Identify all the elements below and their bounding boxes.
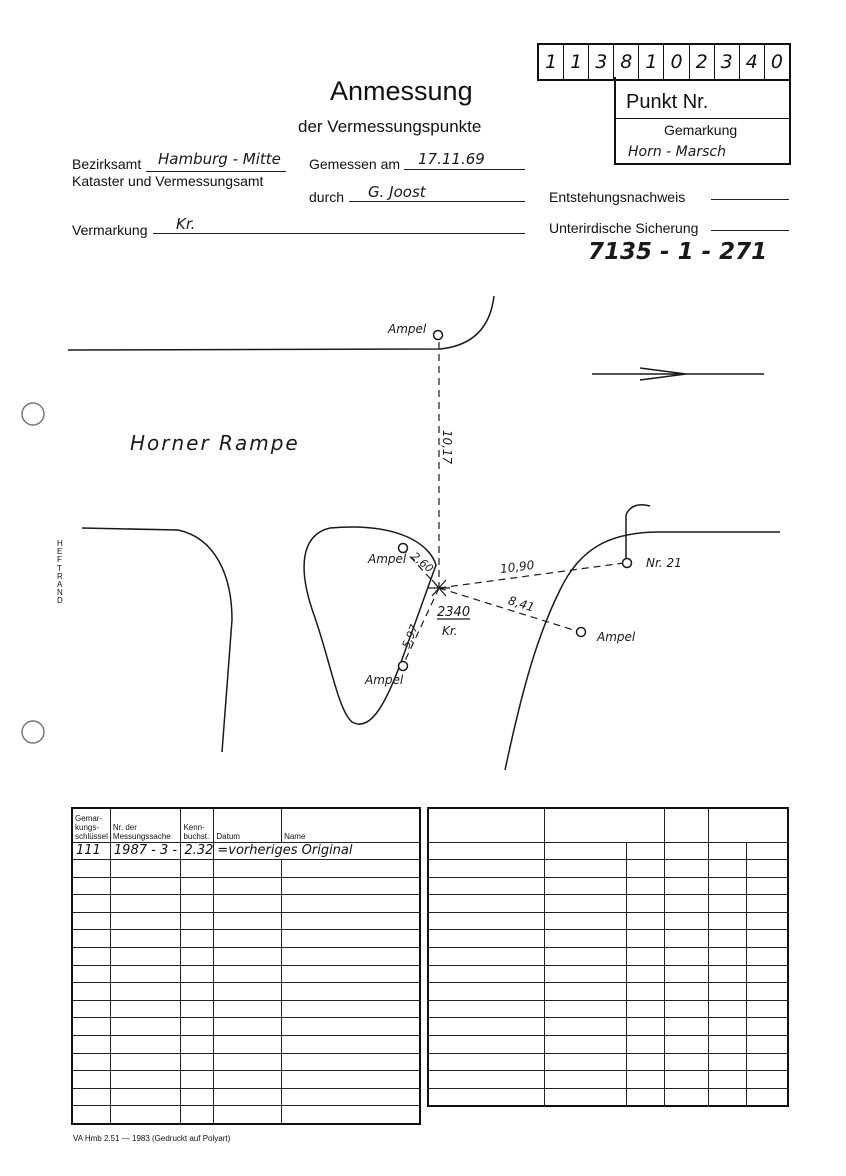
- margin-label: HEFTRAND: [57, 539, 63, 606]
- measured-label: Gemessen am: [309, 156, 401, 172]
- table-row: [72, 930, 420, 948]
- north-arrow: [592, 368, 764, 380]
- underground-value: 7135 - 1 - 271: [588, 239, 768, 265]
- table-row: [428, 1036, 788, 1054]
- table-row: [428, 1000, 788, 1018]
- table-row: [428, 860, 788, 878]
- form-subtitle: der Vermessungspunkte: [298, 117, 482, 136]
- table-row: [428, 1071, 788, 1089]
- ampel-top-symbol: [434, 331, 443, 340]
- street-edge-top: [68, 296, 494, 350]
- origin-label: Entstehungsnachweis: [549, 189, 686, 205]
- curb-left: [82, 528, 232, 752]
- cell-datum-name: =vorheriges Original: [214, 842, 420, 860]
- by-label: durch: [309, 189, 345, 205]
- point-digit: 3: [715, 45, 740, 79]
- table-row: [428, 930, 788, 948]
- table-row: [428, 965, 788, 983]
- col-header-messungssache: Nr. der Messungssache: [110, 808, 181, 842]
- table-row: [428, 895, 788, 913]
- gemarkung-value: Horn - Marsch: [628, 144, 726, 160]
- table-row: [72, 877, 420, 895]
- table-row: [428, 948, 788, 966]
- point-digit: 2: [690, 45, 715, 79]
- col-header-gemarkung: Gemar-kungs-schlüssel: [72, 808, 110, 842]
- ampel-left-label: Ampel: [368, 552, 407, 566]
- table-row: [72, 1071, 420, 1089]
- cell-messungssache: 1987 - 3 -: [110, 842, 181, 860]
- nr21-symbol: [623, 559, 632, 568]
- underground-label: Unterirdische Sicherung: [549, 220, 699, 236]
- table-row: [72, 860, 420, 878]
- ampel-top-label: Ampel: [388, 322, 427, 336]
- punch-hole: [22, 721, 44, 743]
- ampel-bottom-symbol: [399, 662, 408, 671]
- table-row: [72, 912, 420, 930]
- table-row: [428, 1018, 788, 1036]
- table-row: [428, 1088, 788, 1106]
- punch-hole: [22, 403, 44, 425]
- point-digit: 3: [589, 45, 614, 79]
- point-mark-label: Kr.: [442, 624, 458, 638]
- distance-260: 2,60: [408, 549, 436, 576]
- table-row: [72, 965, 420, 983]
- point-number-label: 2340: [437, 605, 471, 620]
- cell-gemarkung: 111: [72, 842, 110, 860]
- form-title: Anmessung: [330, 76, 473, 106]
- table-row: [72, 842, 420, 860]
- table-row: [72, 1000, 420, 1018]
- point-digit: 1: [639, 45, 664, 79]
- marking-value: Kr.: [176, 215, 196, 233]
- gemarkung-label: Gemarkung: [664, 122, 738, 138]
- blank-table: [427, 807, 789, 1107]
- distance-841: 8,41: [506, 593, 537, 615]
- distance-1090: 10,90: [499, 557, 536, 577]
- table-row: [72, 895, 420, 913]
- ampel-right-symbol: [577, 628, 586, 637]
- col-header-name: Name: [282, 808, 420, 842]
- table-row: [72, 983, 420, 1001]
- ampel-bottom-label: Ampel: [365, 673, 404, 687]
- table-row: [72, 1088, 420, 1106]
- nr21-label: Nr. 21: [646, 556, 682, 570]
- by-value: G. Joost: [368, 183, 426, 201]
- table-row: [72, 1106, 420, 1124]
- point-digit: 1: [539, 45, 564, 79]
- form-footer: VA Hmb 2.51 — 1983 (Gedruckt auf Polyart): [73, 1134, 231, 1143]
- distance-597: 5,97: [399, 622, 421, 651]
- col-header-kennbuchst: Kenn-buchst.: [181, 808, 214, 842]
- col-header-datum: Datum: [214, 808, 282, 842]
- cell-kennbuchst: 2.32: [181, 842, 214, 860]
- table-row: [72, 1018, 420, 1036]
- table-row: [428, 983, 788, 1001]
- distance-vertical: 10,17: [440, 429, 455, 465]
- table-row: [428, 877, 788, 895]
- measured-value: 17.11.69: [418, 150, 485, 168]
- authority-sub-label: Kataster und Vermessungsamt: [72, 173, 264, 189]
- table-row: [72, 1053, 420, 1071]
- table-row: [428, 842, 788, 860]
- curb-right: [505, 532, 780, 770]
- table-row: [428, 1053, 788, 1071]
- point-digit: 4: [740, 45, 765, 79]
- table-row: [72, 1036, 420, 1054]
- measurement-table: [71, 807, 421, 1125]
- point-digit: 8: [614, 45, 639, 79]
- table-row: [72, 948, 420, 966]
- point-digit: 0: [770, 51, 783, 73]
- table-row: [428, 912, 788, 930]
- point-label: Punkt Nr.: [626, 91, 709, 113]
- authority-value: Hamburg - Mitte: [158, 150, 281, 168]
- point-digit: 1: [564, 45, 589, 79]
- authority-label: Bezirksamt: [72, 156, 142, 172]
- marking-label: Vermarkung: [72, 222, 148, 238]
- street-name: Horner Rampe: [130, 431, 300, 455]
- ampel-right-label: Ampel: [597, 630, 636, 644]
- point-digit: 0: [664, 45, 689, 79]
